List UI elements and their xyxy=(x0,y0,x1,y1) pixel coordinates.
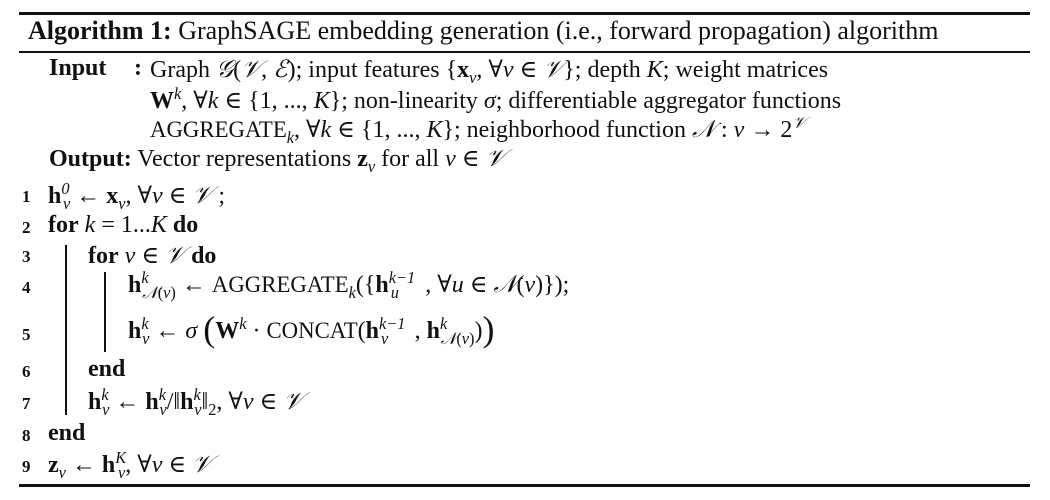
inner-loop-bar xyxy=(104,272,106,352)
input-row xyxy=(49,55,106,82)
step-3 xyxy=(0,241,1050,271)
step-6-code: end xyxy=(88,356,126,382)
line-number: 9 xyxy=(22,457,31,476)
step-4 xyxy=(0,270,1050,310)
input-colon: : xyxy=(134,55,142,81)
step-1-code: $h^0_v$ ← $x_v$, ∀v ∈ 𝒱 ; xyxy=(48,179,226,213)
step-3-code: for v ∈ 𝒱 do xyxy=(88,241,217,269)
step-8-code: end xyxy=(48,420,86,446)
step-7-code: $h^k_v$ ← $h^k_v/‖h^k_v‖_2$, ∀v ∈ 𝒱 xyxy=(88,385,304,419)
outer-loop-bar xyxy=(65,245,67,415)
line-number: 2 xyxy=(22,218,31,237)
input-label: Input xyxy=(49,55,107,81)
input-line-1: Graph 𝒢(𝒱, ℰ); input features {$x_v$, ∀v ∈ 𝒱}; depth K; weight matrices xyxy=(150,55,829,87)
step-5 xyxy=(0,308,1050,358)
output-label: Output xyxy=(49,146,124,172)
algorithm-caption xyxy=(28,16,938,46)
line-number: 1 xyxy=(22,187,31,206)
input-line-2: $W^k$, ∀k ∈ {1, ..., K}; non-linearity σ; differentiable aggregator functions xyxy=(150,84,842,114)
line-number: 5 xyxy=(22,325,31,344)
input-line-3: $AGGREGATE_k$, ∀k ∈ {1, ..., K}; neighborhood function 𝒩 : $v \to 2^𝒱$ xyxy=(150,113,806,147)
output-row: Output: Vector representations $z_v$ for all v ∈ 𝒱 xyxy=(49,144,506,176)
step-5-code: $h^k_v$ ← σ ($W^k$ · $CONCAT(h^{k-1}_v$ , $h^k_{𝒩(v)}$)) xyxy=(128,308,495,349)
step-7 xyxy=(0,387,1050,419)
caption-rule xyxy=(19,51,1030,53)
step-9 xyxy=(0,450,1050,482)
step-9-code: $z_v$ ← $h^K_v$, ∀v ∈ 𝒱 xyxy=(48,448,213,482)
algorithm-label: Algorithm 1: xyxy=(28,16,172,45)
algorithm-title: GraphSAGE embedding generation (i.e., forward propagation) algorithm xyxy=(178,16,939,45)
step-4-code: $h^k_{𝒩(v)}$ ← $AGGREGATE_k(\{h^{k-1}_u$ , ∀u ∈ 𝒩(v)}); xyxy=(128,268,570,302)
bottom-rule xyxy=(19,484,1030,487)
line-number: 6 xyxy=(22,362,31,381)
line-number: 7 xyxy=(22,394,31,413)
top-rule xyxy=(19,12,1030,15)
step-1 xyxy=(0,181,1050,211)
step-6 xyxy=(0,356,1050,386)
line-number: 3 xyxy=(22,247,31,266)
line-number: 8 xyxy=(22,426,31,445)
step-8 xyxy=(0,420,1050,450)
line-number: 4 xyxy=(22,278,31,297)
step-2 xyxy=(0,212,1050,242)
step-2-code: for k = 1...K do xyxy=(48,212,199,238)
